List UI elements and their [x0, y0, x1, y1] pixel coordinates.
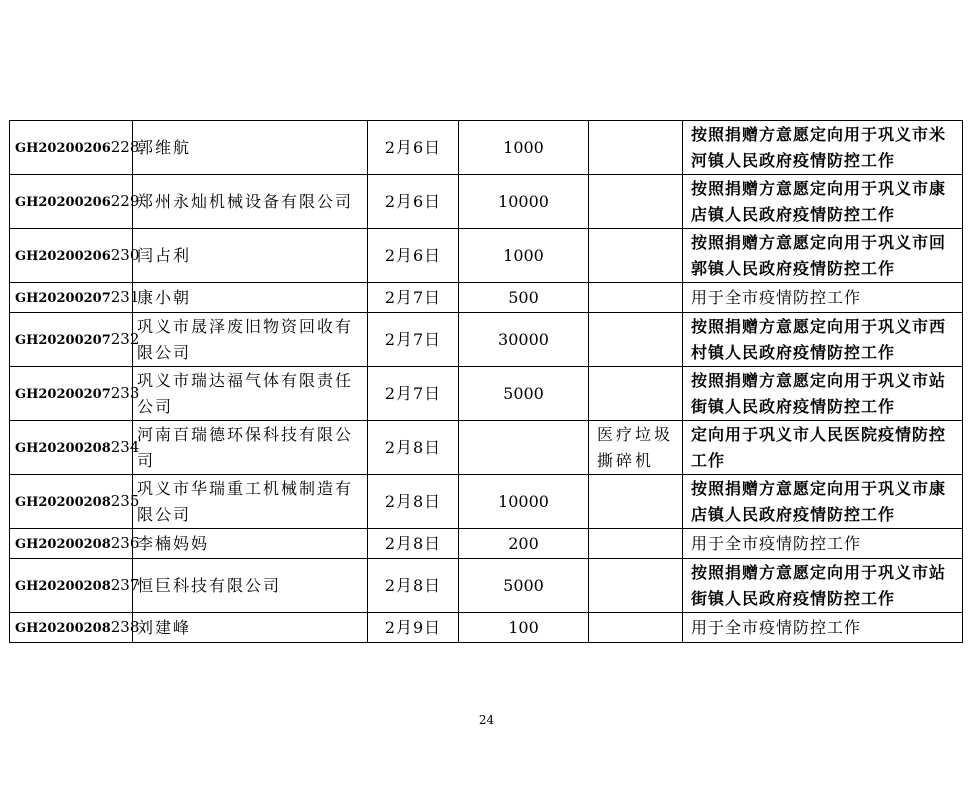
table-row	[10, 121, 963, 175]
donation-id-prefix: GH20200207	[15, 332, 111, 348]
donation-amount-cell: 5000	[459, 559, 589, 613]
donation-use-cell: 按照捐赠方意愿定向用于巩义市站街镇人民政府疫情防控工作	[683, 367, 963, 421]
donation-id-cell	[10, 313, 140, 367]
donation-use-cell: 按照捐赠方意愿定向用于巩义市康店镇人民政府疫情防控工作	[683, 175, 963, 229]
donation-use-cell: 按照捐赠方意愿定向用于巩义市回郭镇人民政府疫情防控工作	[683, 229, 963, 283]
donation-amount-cell: 5000	[459, 367, 589, 421]
donation-id-cell	[10, 283, 140, 313]
table-row	[10, 367, 963, 421]
donation-id-prefix: GH20200206	[15, 194, 111, 210]
donation-id-cell	[10, 613, 140, 643]
donation-use-cell: 按照捐赠方意愿定向用于巩义市米河镇人民政府疫情防控工作	[683, 121, 963, 175]
donated-item-cell: 医疗垃圾撕碎机	[589, 421, 683, 475]
table-row	[10, 559, 963, 613]
donor-name-cell: 巩义市瑞达福气体有限责任公司	[133, 367, 368, 421]
donation-id-cell	[10, 529, 140, 559]
donor-name-cell: 巩义市晟泽废旧物资回收有限公司	[133, 313, 368, 367]
table-row	[10, 529, 963, 559]
donation-amount-cell: 100	[459, 613, 589, 643]
donation-date-cell: 2月6日	[368, 229, 459, 283]
donation-use-cell: 用于全市疫情防控工作	[683, 613, 963, 643]
donation-id-number: 237	[110, 575, 140, 594]
donation-id-cell	[10, 367, 140, 421]
donor-name-cell: 郑州永灿机械设备有限公司	[133, 175, 368, 229]
table-row	[10, 283, 963, 313]
donor-name-cell: 恒巨科技有限公司	[133, 559, 368, 613]
donation-id-number: 238	[110, 617, 140, 636]
donation-id-number: 231	[110, 287, 140, 306]
donated-item-cell	[589, 121, 683, 175]
donated-item-cell	[589, 475, 683, 529]
donation-amount-cell	[459, 421, 589, 475]
donation-id-prefix: GH20200208	[15, 440, 111, 456]
donation-date-cell: 2月8日	[368, 475, 459, 529]
donor-name-cell: 河南百瑞德环保科技有限公司	[133, 421, 368, 475]
donation-id-cell	[10, 421, 140, 475]
donation-use-cell: 按照捐赠方意愿定向用于巩义市西村镇人民政府疫情防控工作	[683, 313, 963, 367]
donation-use-cell: 用于全市疫情防控工作	[683, 283, 963, 313]
donation-amount-cell: 10000	[459, 475, 589, 529]
page-number: 24	[478, 713, 495, 727]
donation-id-number: 236	[110, 533, 140, 552]
donation-id-cell	[10, 559, 140, 613]
donated-item-cell	[589, 529, 683, 559]
donation-id-cell	[10, 475, 140, 529]
donation-amount-cell: 1000	[459, 229, 589, 283]
donated-item-cell	[589, 175, 683, 229]
donation-amount-cell: 10000	[459, 175, 589, 229]
donor-name-cell: 刘建峰	[133, 613, 368, 643]
donation-id-number: 232	[110, 329, 140, 348]
donation-use-cell: 用于全市疫情防控工作	[683, 529, 963, 559]
table-row	[10, 229, 963, 283]
donation-date-cell: 2月6日	[368, 121, 459, 175]
donation-amount-cell: 30000	[459, 313, 589, 367]
donation-id-prefix: GH20200206	[15, 248, 111, 264]
donated-item-cell	[589, 613, 683, 643]
donation-id-cell	[10, 175, 140, 229]
table-row	[10, 421, 963, 475]
table-row	[10, 175, 963, 229]
donation-id-number: 234	[110, 437, 140, 456]
donor-name-cell: 郭维航	[133, 121, 368, 175]
donation-amount-cell: 1000	[459, 121, 589, 175]
donation-use-cell: 按照捐赠方意愿定向用于巩义市康店镇人民政府疫情防控工作	[683, 475, 963, 529]
donation-table-body	[10, 121, 963, 643]
donation-id-prefix: GH20200206	[15, 140, 111, 156]
donated-item-cell	[589, 229, 683, 283]
donor-name-cell: 李楠妈妈	[133, 529, 368, 559]
donor-name-cell: 康小朝	[133, 283, 368, 313]
donation-id-prefix: GH20200208	[15, 578, 111, 594]
table-row	[10, 613, 963, 643]
donation-id-number: 230	[110, 245, 140, 264]
donation-id-prefix: GH20200207	[15, 386, 111, 402]
donation-id-prefix: GH20200208	[15, 620, 111, 636]
donation-use-cell: 定向用于巩义市人民医院疫情防控工作	[683, 421, 963, 475]
donation-id-number: 229	[110, 191, 140, 210]
donation-id-cell	[10, 229, 140, 283]
donation-date-cell: 2月7日	[368, 283, 459, 313]
donation-date-cell: 2月8日	[368, 559, 459, 613]
donated-item-cell	[589, 559, 683, 613]
donation-date-cell: 2月7日	[368, 313, 459, 367]
donation-id-prefix: GH20200207	[15, 290, 111, 306]
donated-item-cell	[589, 283, 683, 313]
donation-table	[9, 120, 963, 643]
donation-id-prefix: GH20200208	[15, 494, 111, 510]
donation-id-number: 233	[110, 383, 140, 402]
donation-use-cell: 按照捐赠方意愿定向用于巩义市站街镇人民政府疫情防控工作	[683, 559, 963, 613]
table-row	[10, 313, 963, 367]
donation-date-cell: 2月9日	[368, 613, 459, 643]
donor-name-cell: 巩义市华瑞重工机械制造有限公司	[133, 475, 368, 529]
donation-date-cell: 2月8日	[368, 529, 459, 559]
donated-item-cell	[589, 313, 683, 367]
donated-item-cell	[589, 367, 683, 421]
donation-id-number: 235	[110, 491, 140, 510]
donation-id-prefix: GH20200208	[15, 536, 111, 552]
donor-name-cell: 闫占利	[133, 229, 368, 283]
donation-id-cell	[10, 121, 140, 175]
donation-amount-cell: 500	[459, 283, 589, 313]
donation-date-cell: 2月6日	[368, 175, 459, 229]
donation-amount-cell: 200	[459, 529, 589, 559]
donation-date-cell: 2月8日	[368, 421, 459, 475]
table-row	[10, 475, 963, 529]
donation-date-cell: 2月7日	[368, 367, 459, 421]
donation-id-number: 228	[110, 137, 140, 156]
